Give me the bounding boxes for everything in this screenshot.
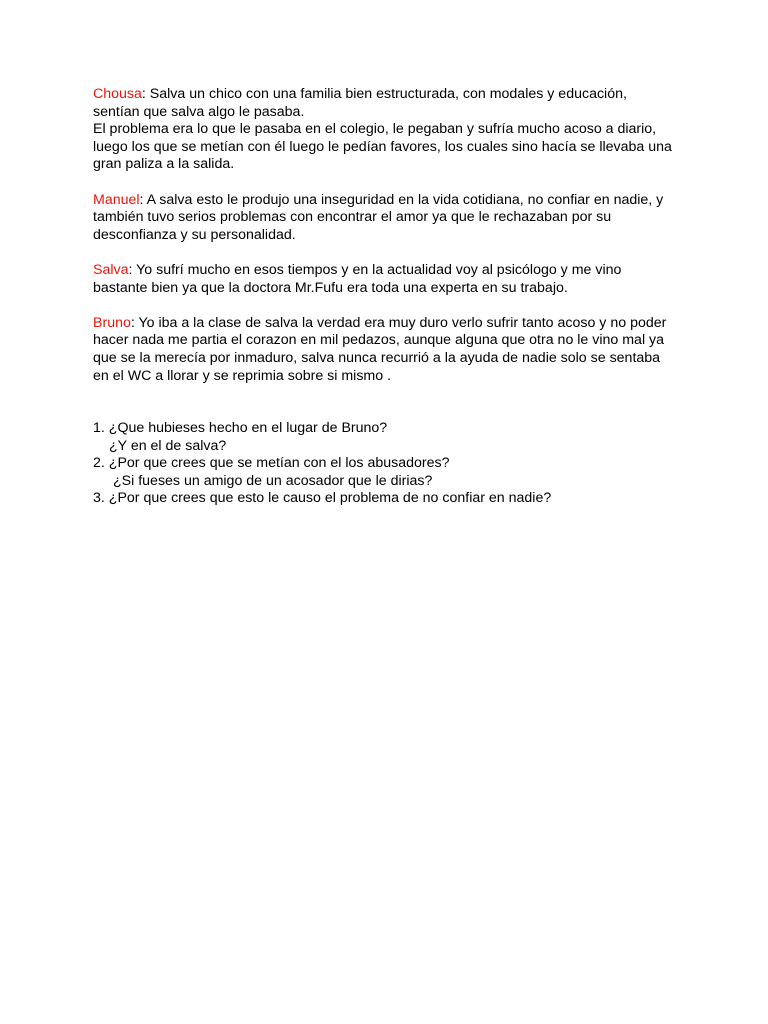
question-2-followup: ¿Si fueses un amigo de un acosador que le dirias?: [113, 472, 433, 489]
speaker-name: Bruno: [93, 314, 131, 331]
dialogue-paragraph-bruno: [93, 315, 683, 385]
question-2: 2. ¿Por que crees que se metían con el los abusadores?: [93, 455, 450, 472]
speaker-name: Chousa: [93, 86, 142, 102]
dialogue-text: : A salva esto le produjo una inseguridad en la vida cotidiana, no confiar en nadie, y también tuvo serios problemas con encontrar el amor ya que le rechazaban por su desconfianza y su personalidad.: [93, 191, 664, 243]
speaker-name: Manuel: [93, 191, 140, 208]
question-list: [93, 420, 683, 508]
document-body: [93, 86, 683, 508]
dialogue-text: : Yo sufrí mucho en esos tiempos y en la actualidad voy al psicólogo y me vino bastante bien ya que la doctora Mr.Fufu era toda una experta en su trabajo.: [93, 261, 622, 296]
question-1-followup: ¿Y en el de salva?: [109, 437, 227, 454]
question-3: 3. ¿Por que crees que esto le causo el problema de no confiar en nadie?: [93, 490, 552, 507]
speaker-name: Salva: [93, 261, 129, 278]
dialogue-paragraph-salva: [93, 262, 683, 297]
dialogue-text: : Salva un chico con una familia bien estructurada, con modales y educación, sentían que salva algo le pasaba. El problema era lo que le pasaba en el colegio, le pegaban y sufría mucho acoso a diario, luego los que se metían con él luego le pedían favores, los cuales sino hacía se llevaba una gran paliza a la salida.: [93, 86, 672, 173]
dialogue-text: : Yo iba a la clase de salva la verdad era muy duro verlo sufrir tanto acoso y no poder hacer nada me partia el corazon en mil pedazos, aunque alguna que otra no le vino mal ya que se la merecía por inmaduro, salva nunca recurrió a la ayuda de nadie solo se sentaba en el WC a llorar y se reprimia sobre si mismo .: [93, 314, 667, 384]
dialogue-paragraph-manuel: [93, 192, 683, 245]
dialogue-paragraph-chousa: [93, 86, 683, 174]
question-1: 1. ¿Que hubieses hecho en el lugar de Bruno?: [93, 420, 388, 437]
